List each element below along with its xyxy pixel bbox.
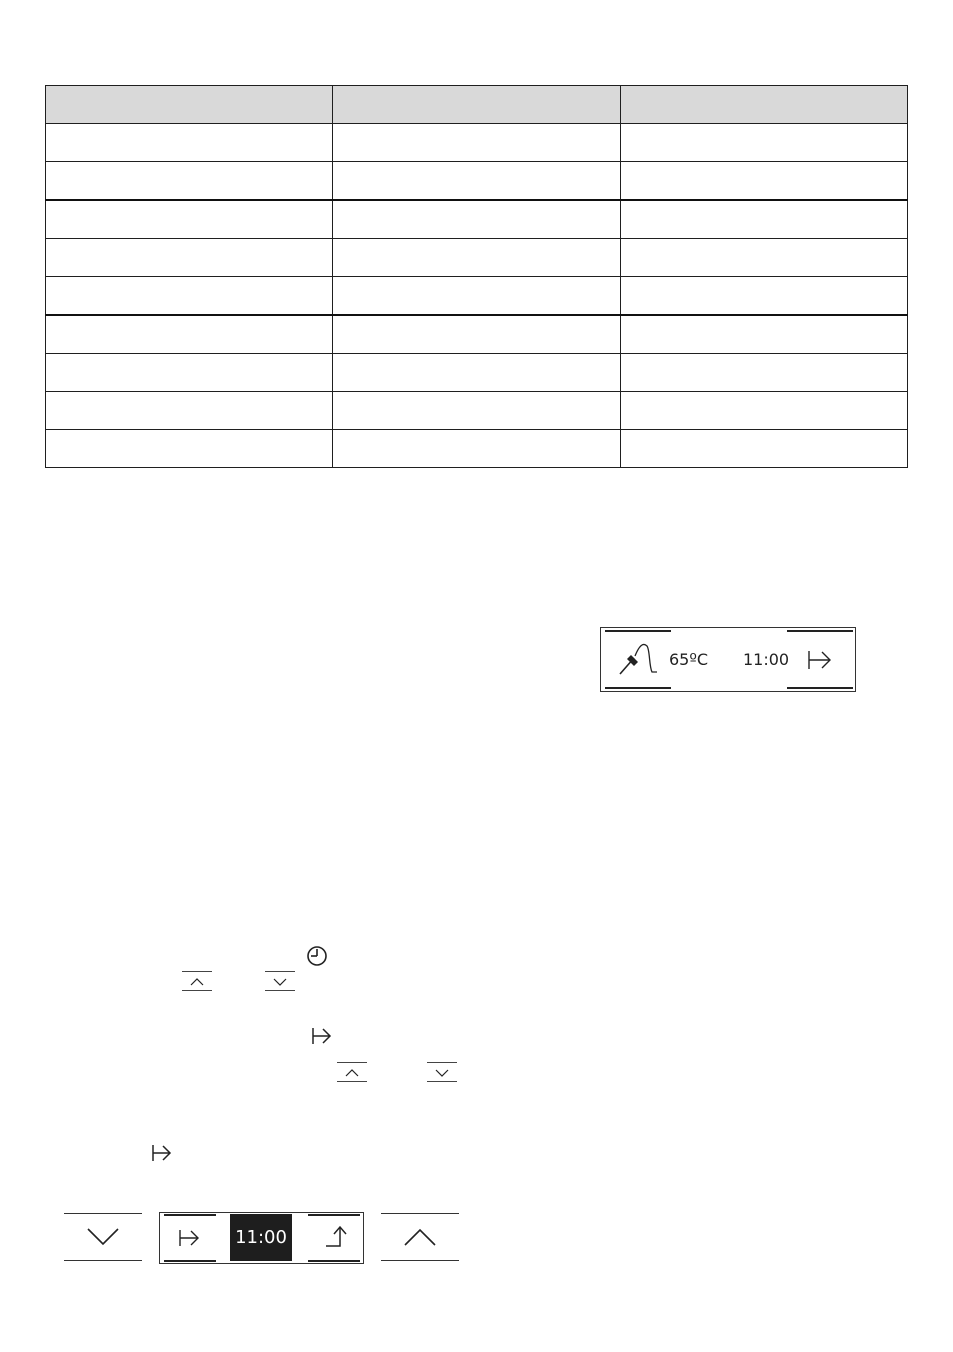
table-cell bbox=[620, 124, 907, 162]
probe-temperature: 65ºC bbox=[669, 650, 709, 669]
table-cell bbox=[46, 430, 333, 468]
time-value-highlight: 11:00 bbox=[230, 1214, 292, 1261]
table-cell bbox=[333, 162, 620, 201]
selection-bar-top bbox=[605, 630, 671, 632]
table-row bbox=[46, 354, 908, 392]
table-cell bbox=[46, 162, 333, 201]
table-cell bbox=[46, 239, 333, 277]
table-cell bbox=[333, 124, 620, 162]
end-time-arrow-icon[interactable] bbox=[807, 648, 833, 672]
table-cell bbox=[46, 354, 333, 392]
table-cell bbox=[620, 277, 907, 316]
selection-bar-bottom bbox=[787, 687, 853, 689]
selection-bar-top bbox=[787, 630, 853, 632]
down-key-icon bbox=[265, 971, 295, 991]
end-time-arrow-icon bbox=[151, 1142, 173, 1164]
selection-bar-top bbox=[308, 1214, 360, 1216]
clock-icon bbox=[306, 945, 328, 967]
table-cell bbox=[46, 124, 333, 162]
selection-bar-bottom bbox=[605, 687, 671, 689]
table-cell bbox=[620, 200, 907, 239]
table-row bbox=[46, 315, 908, 354]
selection-bar-top bbox=[164, 1214, 216, 1216]
table-row bbox=[46, 392, 908, 430]
table-cell bbox=[620, 315, 907, 354]
table-cell bbox=[333, 277, 620, 316]
table-cell bbox=[333, 239, 620, 277]
table-cell bbox=[46, 315, 333, 354]
return-arrow-icon[interactable] bbox=[324, 1224, 348, 1250]
down-key-button[interactable] bbox=[64, 1213, 142, 1261]
table-cell bbox=[46, 392, 333, 430]
selection-bar-bottom bbox=[308, 1260, 360, 1262]
table-cell bbox=[46, 277, 333, 316]
up-key-icon bbox=[182, 971, 212, 991]
table-row bbox=[46, 124, 908, 162]
header-cell bbox=[620, 86, 907, 124]
table-row bbox=[46, 162, 908, 201]
table-cell bbox=[333, 354, 620, 392]
table-cell bbox=[620, 239, 907, 277]
table-cell bbox=[333, 430, 620, 468]
up-key-icon bbox=[337, 1062, 367, 1082]
probe-display-panel bbox=[600, 627, 856, 692]
table-cell bbox=[620, 354, 907, 392]
table-row bbox=[46, 200, 908, 239]
table-row bbox=[46, 239, 908, 277]
probe-time: 11:00 bbox=[743, 650, 790, 669]
table-cell bbox=[333, 315, 620, 354]
end-time-arrow-icon[interactable] bbox=[178, 1227, 202, 1249]
data-table bbox=[45, 85, 908, 468]
header-cell bbox=[333, 86, 620, 124]
table-cell bbox=[620, 392, 907, 430]
table-cell bbox=[333, 392, 620, 430]
chevron-up-icon bbox=[381, 1213, 459, 1261]
table-cell bbox=[46, 200, 333, 239]
meat-probe-icon[interactable] bbox=[617, 642, 659, 676]
chevron-down-icon bbox=[64, 1213, 142, 1261]
selection-bar-bottom bbox=[164, 1260, 216, 1262]
header-cell bbox=[46, 86, 333, 124]
table-cell bbox=[620, 162, 907, 201]
time-display-panel bbox=[159, 1212, 364, 1264]
up-key-button[interactable] bbox=[381, 1213, 459, 1261]
down-key-icon bbox=[427, 1062, 457, 1082]
table-cell bbox=[333, 200, 620, 239]
table-header-row bbox=[46, 86, 908, 124]
table-row bbox=[46, 277, 908, 316]
table-cell bbox=[620, 430, 907, 468]
table-row bbox=[46, 430, 908, 468]
end-time-arrow-icon bbox=[311, 1025, 333, 1047]
